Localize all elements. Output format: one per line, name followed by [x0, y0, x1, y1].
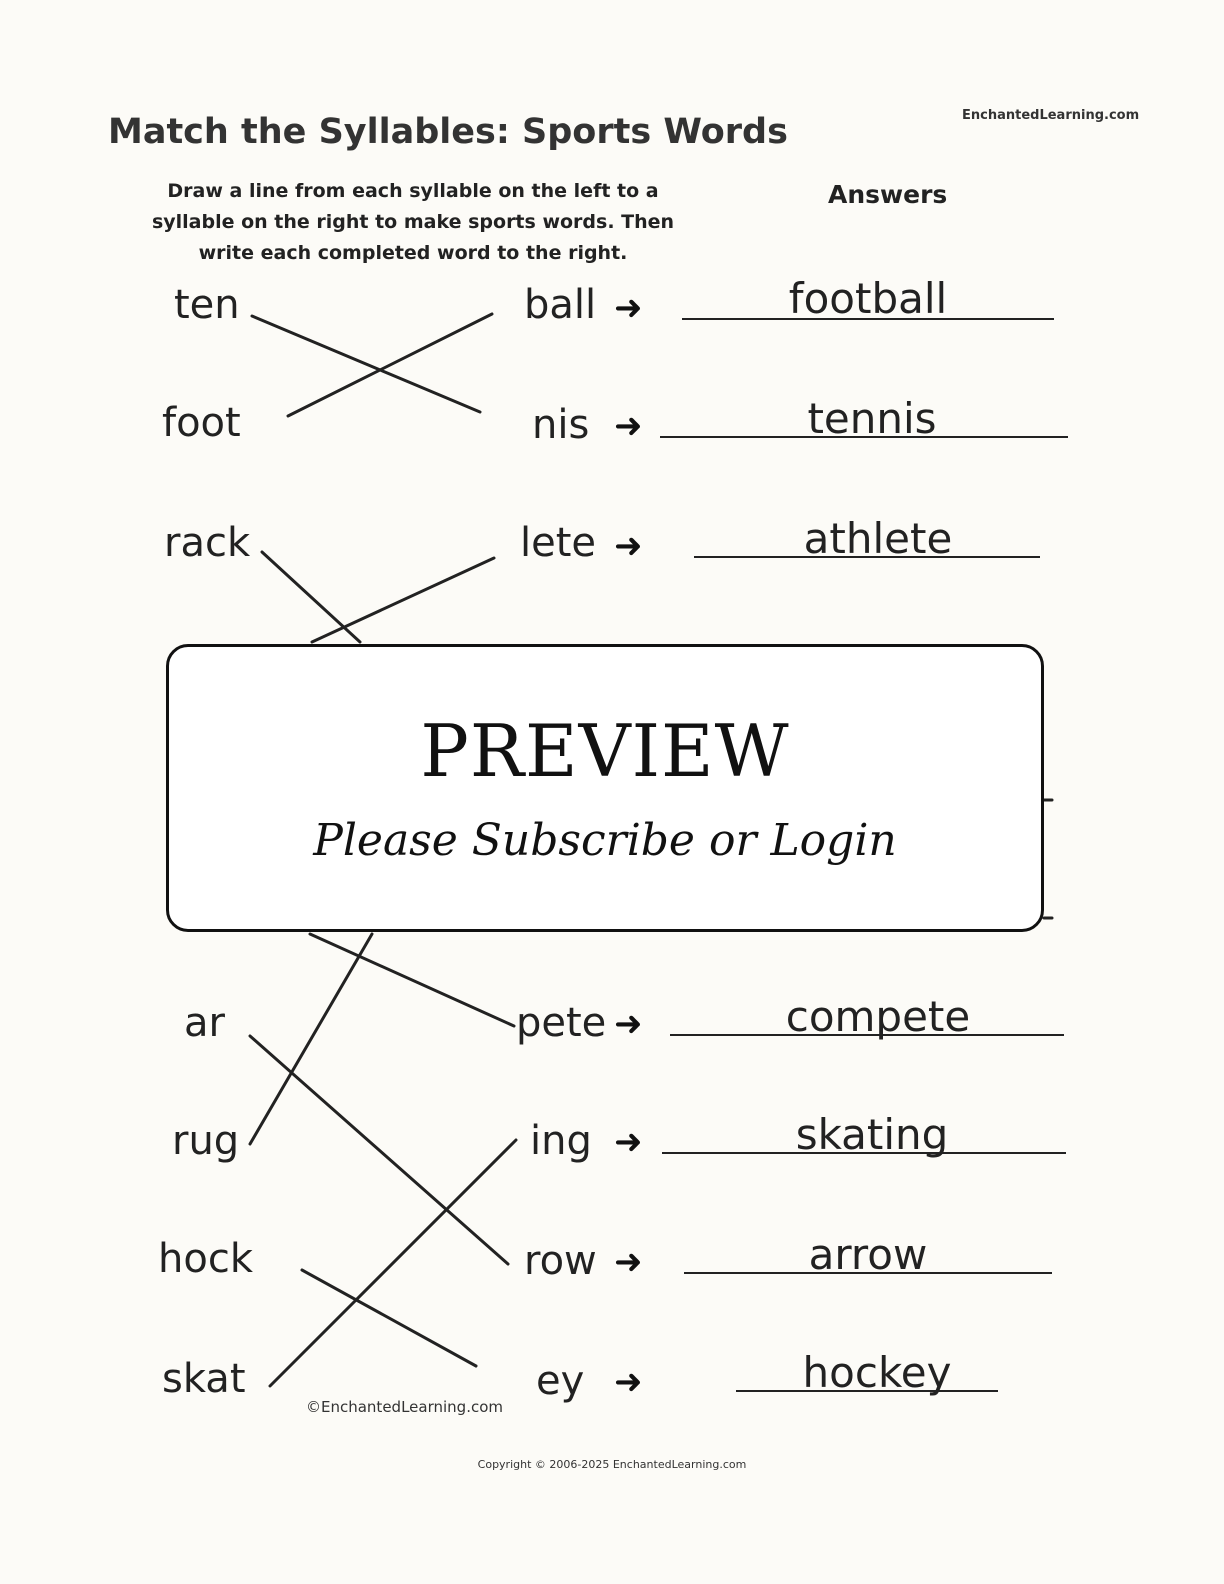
- answer-word: skating: [795, 1110, 949, 1159]
- answer-word: athlete: [803, 514, 953, 563]
- right-syllable: lete: [520, 520, 597, 566]
- right-syllable: ball: [524, 282, 597, 328]
- page-title: Match the Syllables: Sports Words: [108, 112, 788, 152]
- right-syllable: row: [524, 1238, 597, 1284]
- right-syllable: ing: [530, 1118, 592, 1164]
- left-syllable: rug: [172, 1118, 240, 1164]
- answer-word: football: [788, 274, 948, 323]
- match-line: [310, 934, 514, 1026]
- right-syllable: nis: [532, 402, 590, 448]
- arrow-right-icon: ➜: [614, 1242, 643, 1282]
- match-line: [250, 934, 372, 1144]
- arrow-right-icon: ➜: [614, 526, 643, 566]
- match-line: [270, 1140, 516, 1386]
- arrow-right-icon: ➜: [614, 406, 643, 446]
- subscribe-login-prompt[interactable]: Please Subscribe or Login: [313, 815, 897, 866]
- right-syllable: pete: [516, 1000, 607, 1046]
- right-syllable: ey: [536, 1358, 585, 1404]
- answer-word: compete: [785, 992, 971, 1041]
- preview-heading: PREVIEW: [420, 709, 790, 793]
- preview-overlay[interactable]: [166, 644, 1044, 932]
- left-syllable: rack: [164, 520, 251, 566]
- arrow-right-icon: ➜: [614, 1362, 643, 1402]
- brand-link[interactable]: EnchantedLearning.com: [962, 108, 1140, 123]
- match-line: [252, 316, 480, 412]
- watermark-credit: ©EnchantedLearning.com: [306, 1398, 503, 1416]
- left-syllable: ar: [184, 1000, 225, 1046]
- answer-word: arrow: [808, 1230, 928, 1279]
- match-line: [312, 558, 494, 642]
- match-line: [262, 552, 360, 642]
- left-syllable: skat: [162, 1356, 246, 1402]
- arrow-right-icon: ➜: [614, 1122, 643, 1162]
- left-syllable: hock: [158, 1236, 253, 1282]
- arrow-right-icon: ➜: [614, 288, 643, 328]
- left-syllable: ten: [174, 282, 240, 328]
- arrow-right-icon: ➜: [614, 1004, 643, 1044]
- match-line: [250, 1036, 508, 1264]
- match-line: [288, 314, 492, 416]
- answers-heading: Answers: [828, 180, 948, 209]
- answer-word: tennis: [807, 394, 937, 443]
- left-syllable: foot: [162, 400, 241, 446]
- match-line: [302, 1270, 476, 1366]
- instructions: Draw a line from each syllable on the left to a syllable on the right to make sports words. Then write each completed word to the right.: [151, 180, 675, 264]
- copyright-footer: Copyright © 2006-2025 EnchantedLearning.com: [477, 1458, 747, 1471]
- answer-word: hockey: [802, 1348, 952, 1397]
